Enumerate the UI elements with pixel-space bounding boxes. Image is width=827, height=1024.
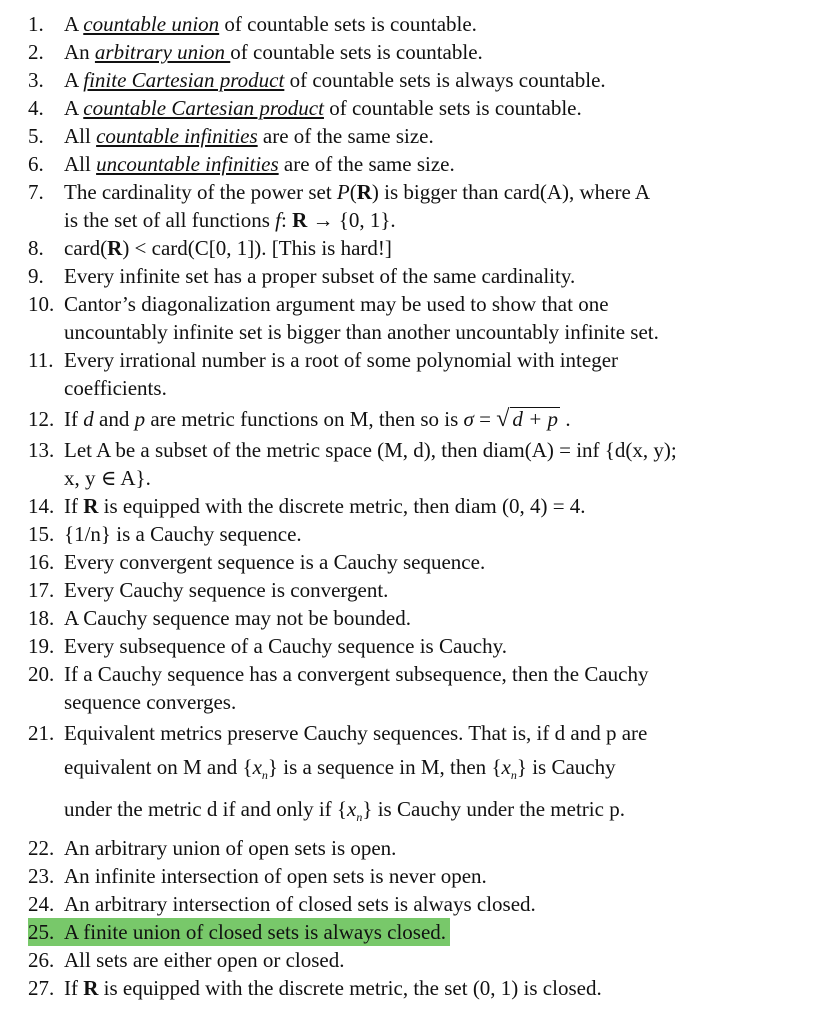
emphasized-term: uncountable infinities bbox=[96, 152, 279, 176]
item-text: Every convergent sequence is a Cauchy sequence. bbox=[64, 550, 486, 574]
math-symbol: R bbox=[292, 208, 308, 232]
item-number: 2. bbox=[28, 40, 44, 64]
item-text: If bbox=[64, 407, 84, 431]
item-number: 13. bbox=[28, 438, 55, 462]
item-text: coefficients. bbox=[64, 376, 167, 400]
item-number: 24. bbox=[28, 892, 55, 917]
list-item bbox=[28, 150, 818, 178]
item-text: : bbox=[280, 208, 293, 232]
item-number: 19. bbox=[28, 634, 55, 658]
item-text: are metric functions on M, then so is bbox=[145, 407, 464, 431]
item-text: Every infinite set has a proper subset of the same cardinality. bbox=[64, 264, 576, 288]
item-number: 20. bbox=[28, 662, 55, 686]
math-subscript: n bbox=[510, 768, 517, 783]
item-number: 1. bbox=[28, 12, 44, 36]
emphasized-term: countable Cartesian product bbox=[83, 96, 324, 120]
list-item bbox=[28, 10, 818, 38]
list-item bbox=[28, 122, 818, 150]
item-text: is equipped with the discrete metric, the set (0, 1) is closed. bbox=[98, 976, 602, 1001]
math-symbol: p bbox=[134, 407, 146, 431]
item-text: If a Cauchy sequence has a convergent subsequence, then the Cauchy bbox=[64, 662, 649, 686]
item-text: is the set of all functions bbox=[64, 208, 276, 232]
item-number: 10. bbox=[28, 292, 55, 316]
item-number: 25. bbox=[28, 920, 55, 945]
item-text: Let A be a subset of the metric space (M, d), then diam(A) = inf {d(x, y); bbox=[64, 438, 677, 462]
item-text: of countable sets is countable. bbox=[323, 96, 582, 120]
list-item bbox=[28, 178, 818, 234]
item-text: All bbox=[64, 152, 97, 176]
list-item bbox=[28, 234, 818, 262]
math-symbol: R bbox=[83, 976, 99, 1001]
item-text: A bbox=[64, 96, 84, 120]
item-text: An arbitrary union of open sets is open. bbox=[64, 836, 397, 861]
list-item bbox=[28, 492, 818, 520]
list-item bbox=[28, 402, 818, 436]
list-item bbox=[28, 38, 818, 66]
item-number: 26. bbox=[28, 948, 55, 973]
emphasized-term: arbitrary union bbox=[94, 40, 231, 64]
item-number: 3. bbox=[28, 68, 44, 92]
list-item bbox=[28, 660, 818, 716]
item-text: are of the same size. bbox=[257, 124, 434, 148]
item-text: A bbox=[64, 12, 84, 36]
item-number: 16. bbox=[28, 550, 55, 574]
item-text: card( bbox=[64, 236, 108, 260]
math-symbol: x bbox=[252, 755, 262, 779]
item-number: 23. bbox=[28, 864, 55, 889]
item-text: Cantor’s diagonalization argument may be used to show that one bbox=[64, 292, 609, 316]
item-text: of countable sets is countable. bbox=[219, 12, 477, 36]
list-item bbox=[28, 862, 818, 890]
item-text: All sets are either open or closed. bbox=[64, 948, 345, 973]
math-symbol: d bbox=[83, 407, 94, 431]
item-text: An bbox=[64, 40, 95, 64]
list-item bbox=[28, 520, 818, 548]
item-number: 14. bbox=[28, 494, 55, 518]
item-text: Every irrational number is a root of some polynomial with integer bbox=[64, 348, 619, 372]
item-number: 4. bbox=[28, 96, 44, 120]
list-item bbox=[28, 946, 818, 974]
item-number: 9. bbox=[28, 264, 44, 288]
math-symbol: σ bbox=[463, 407, 474, 431]
item-text: Every Cauchy sequence is convergent. bbox=[64, 578, 389, 602]
item-text: A finite union of closed sets is always closed. bbox=[64, 920, 447, 945]
math-subscript: n bbox=[356, 810, 363, 825]
math-symbol: R bbox=[107, 236, 123, 260]
list-item-highlighted bbox=[28, 918, 818, 946]
item-text: → {0, 1}. bbox=[307, 208, 396, 232]
item-number: 6. bbox=[28, 152, 44, 176]
item-text: A Cauchy sequence may not be bounded. bbox=[64, 606, 411, 630]
item-number: 8. bbox=[28, 236, 44, 260]
sequence-notation: $\{x_n\}$ bbox=[491, 755, 527, 783]
math-symbol: R bbox=[83, 494, 99, 518]
item-text: uncountably infinite set is bigger than another uncountably infinite set. bbox=[64, 320, 659, 344]
sequence-notation: $\{x_n\}$ bbox=[336, 797, 373, 825]
sequence-notation: $\{x_n\}$ bbox=[242, 755, 278, 783]
item-text: of countable sets is countable. bbox=[230, 40, 483, 64]
item-text: is Cauchy under the metric p. bbox=[372, 797, 625, 822]
item-number: 5. bbox=[28, 124, 44, 148]
item-text: . bbox=[560, 407, 571, 431]
math-subscript: n bbox=[261, 768, 268, 783]
item-text: ) < card(C[0, 1]). [This is hard!] bbox=[122, 236, 392, 260]
radical-sign: √ bbox=[496, 406, 510, 432]
statement-list bbox=[28, 10, 818, 1002]
item-number: 27. bbox=[28, 976, 55, 1001]
list-item bbox=[28, 548, 818, 576]
item-text: An infinite intersection of open sets is never open. bbox=[64, 864, 487, 889]
math-symbol: P bbox=[336, 180, 350, 204]
item-text: is a sequence in M, then bbox=[277, 755, 492, 779]
item-text: The cardinality of the power set bbox=[64, 180, 337, 204]
list-item bbox=[28, 604, 818, 632]
list-item bbox=[28, 834, 818, 862]
item-text: Equivalent metrics preserve Cauchy sequences. That is, if d and p are bbox=[64, 721, 648, 745]
item-text: under the metric d if and only if bbox=[64, 797, 337, 822]
list-item bbox=[28, 716, 818, 834]
item-text: Every subsequence of a Cauchy sequence is Cauchy. bbox=[64, 634, 507, 658]
item-text: is Cauchy bbox=[526, 755, 616, 779]
item-text: are of the same size. bbox=[278, 152, 455, 176]
item-number: 18. bbox=[28, 606, 55, 630]
item-text: sequence converges. bbox=[64, 690, 237, 714]
list-item bbox=[28, 346, 818, 402]
list-item bbox=[28, 974, 818, 1002]
list-item bbox=[28, 66, 818, 94]
item-text: A bbox=[64, 68, 84, 92]
item-number: 12. bbox=[28, 407, 55, 431]
math-symbol: R bbox=[356, 180, 372, 204]
item-text: ( bbox=[349, 180, 357, 204]
math-symbol: f bbox=[275, 208, 281, 232]
list-item bbox=[28, 436, 818, 492]
math-symbol: x bbox=[501, 755, 511, 779]
emphasized-term: countable infinities bbox=[96, 124, 258, 148]
item-number: 15. bbox=[28, 522, 55, 546]
list-item bbox=[28, 94, 818, 122]
emphasized-term: finite Cartesian product bbox=[83, 68, 285, 92]
item-text: {1/n} is a Cauchy sequence. bbox=[64, 522, 302, 546]
emphasized-term: countable union bbox=[83, 12, 220, 36]
item-text: An arbitrary intersection of closed sets is always closed. bbox=[64, 892, 536, 917]
item-text: = bbox=[473, 407, 497, 431]
item-text: of countable sets is always countable. bbox=[284, 68, 606, 92]
item-text: equivalent on M and bbox=[64, 755, 243, 779]
math-symbol: x bbox=[347, 797, 357, 822]
item-number: 7. bbox=[28, 180, 44, 204]
item-number: 17. bbox=[28, 578, 55, 602]
item-text: x, y ∈ A}. bbox=[64, 466, 151, 490]
item-text: If bbox=[64, 976, 84, 1001]
item-text: is equipped with the discrete metric, then diam (0, 4) = 4. bbox=[98, 494, 586, 518]
item-text: All bbox=[64, 124, 97, 148]
list-item bbox=[28, 262, 818, 290]
list-item bbox=[28, 290, 818, 346]
item-text: ) is bigger than card(A), where A bbox=[371, 180, 651, 204]
radicand: d + p bbox=[512, 407, 559, 431]
list-item bbox=[28, 890, 818, 918]
list-item bbox=[28, 576, 818, 604]
highlight-mark bbox=[28, 918, 450, 946]
item-number: 11. bbox=[28, 348, 54, 372]
item-text: If bbox=[64, 494, 84, 518]
item-number: 22. bbox=[28, 836, 55, 861]
item-text: and bbox=[93, 407, 135, 431]
list-item bbox=[28, 632, 818, 660]
item-number: 21. bbox=[28, 721, 55, 745]
